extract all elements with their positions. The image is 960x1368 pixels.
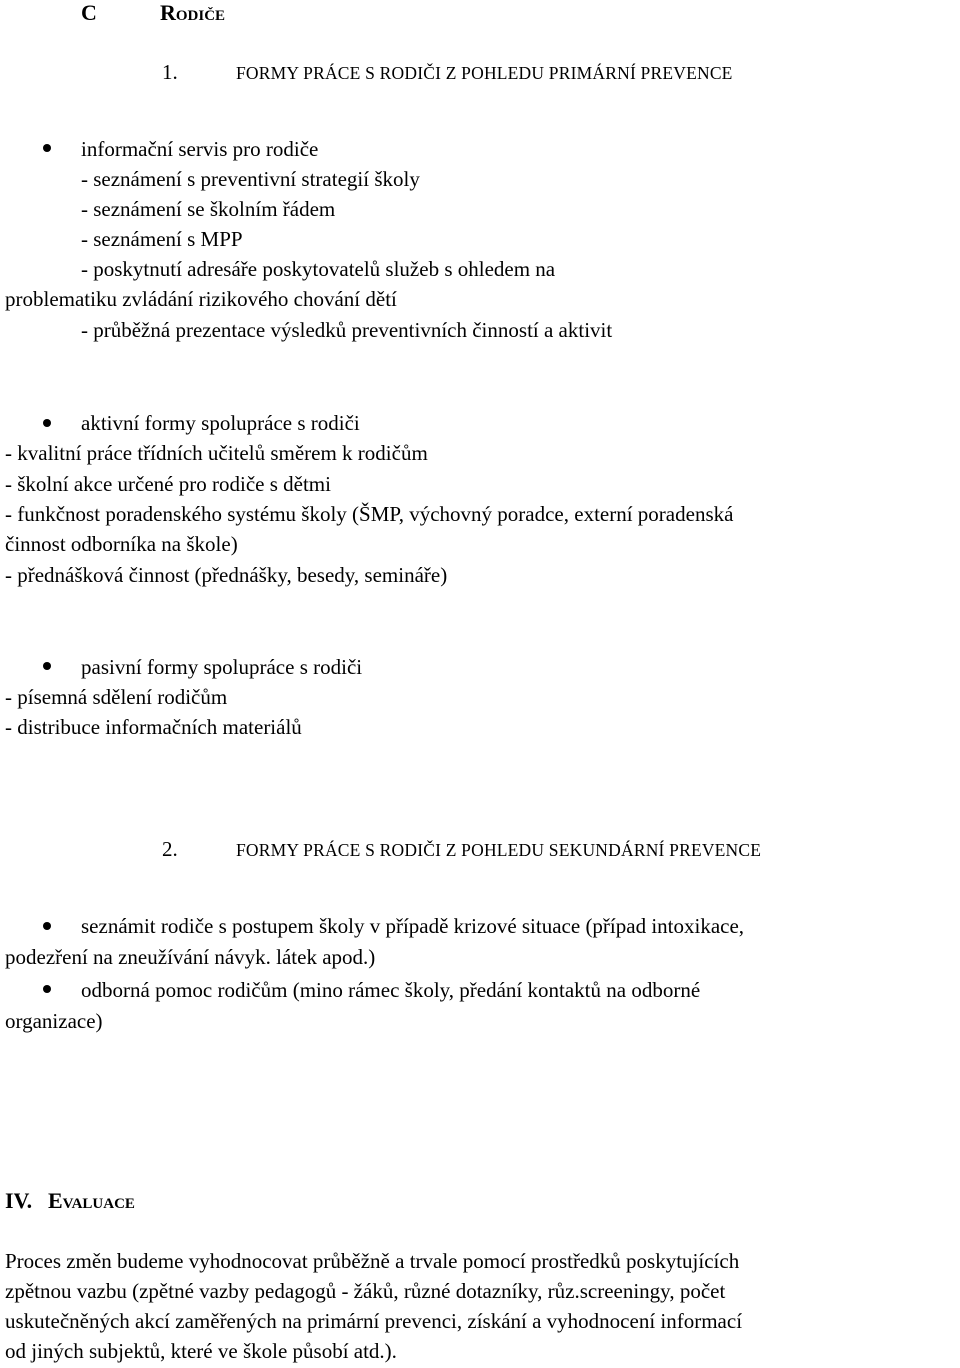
- list-item: seznámit rodiče s postupem školy v případě krizové situace (případ intoxikace,: [81, 914, 745, 938]
- bullet-icon: [43, 985, 51, 993]
- subsection-1-number: 1.: [162, 60, 178, 84]
- section-title: Rodiče: [160, 0, 226, 25]
- list-item: problematiku zvládání rizikového chování dětí: [5, 287, 397, 311]
- subsection-1-title: FORMY PRÁCE S RODIČI Z POHLEDU PRIMÁRNÍ PREVENCE: [236, 63, 733, 83]
- paragraph-line: od jiných subjektů, které ve škole působí atd.).: [5, 1339, 397, 1363]
- list-item: - poskytnutí adresáře poskytovatelů služeb s ohledem na: [81, 257, 556, 281]
- bullet-icon: [43, 922, 51, 930]
- list-item: podezření na zneužívání návyk. látek apod.): [5, 945, 376, 969]
- paragraph-line: uskutečněných akcí zaměřených na primární prevenci, získání a vyhodnocení informací: [5, 1309, 743, 1333]
- list-item: - distribuce informačních materiálů: [5, 715, 302, 739]
- list-item: - seznámení se školním řádem: [81, 197, 336, 221]
- paragraph-line: zpětnou vazbu (zpětné vazby pedagogů - žáků, různé dotazníky, růz.screeningy, počet: [5, 1279, 726, 1303]
- list-item: - funkčnost poradenského systému školy (ŠMP, výchovný poradce, externí poradenská: [5, 502, 734, 526]
- bullet-icon: [43, 144, 51, 152]
- section-letter: C: [81, 0, 97, 25]
- list-item: - průběžná prezentace výsledků preventivních činností a aktivit: [81, 318, 613, 342]
- list-item: - přednášková činnost (přednášky, besedy, semináře): [5, 563, 448, 587]
- list-item: - seznámení s MPP: [81, 227, 243, 251]
- list-item: činnost odborníka na škole): [5, 532, 238, 556]
- paragraph-line: Proces změn budeme vyhodnocovat průběžně a trvale pomocí prostředků poskytujících: [5, 1249, 740, 1273]
- subsection-2-title: FORMY PRÁCE S RODIČI Z POHLEDU SEKUNDÁRNÍ PREVENCE: [236, 840, 762, 860]
- list-item: - školní akce určené pro rodiče s dětmi: [5, 472, 331, 496]
- list-item: - písemná sdělení rodičům: [5, 685, 228, 709]
- list-item: organizace): [5, 1009, 103, 1033]
- list-item: - kvalitní práce třídních učitelů směrem k rodičům: [5, 441, 428, 465]
- list-item: - seznámení s preventivní strategií školy: [81, 167, 420, 191]
- subsection-2-number: 2.: [162, 837, 178, 861]
- list-item: informační servis pro rodiče: [81, 137, 319, 161]
- bullet-icon: [43, 419, 51, 427]
- section-iv-number: IV.: [5, 1188, 33, 1213]
- list-item: odborná pomoc rodičům (mino rámec školy, předání kontaktů na odborné: [81, 978, 701, 1002]
- bullet-icon: [43, 662, 51, 670]
- list-item: aktivní formy spolupráce s rodiči: [81, 411, 360, 435]
- list-item: pasivní formy spolupráce s rodiči: [81, 655, 363, 679]
- section-iv-title: Evaluace: [48, 1188, 135, 1213]
